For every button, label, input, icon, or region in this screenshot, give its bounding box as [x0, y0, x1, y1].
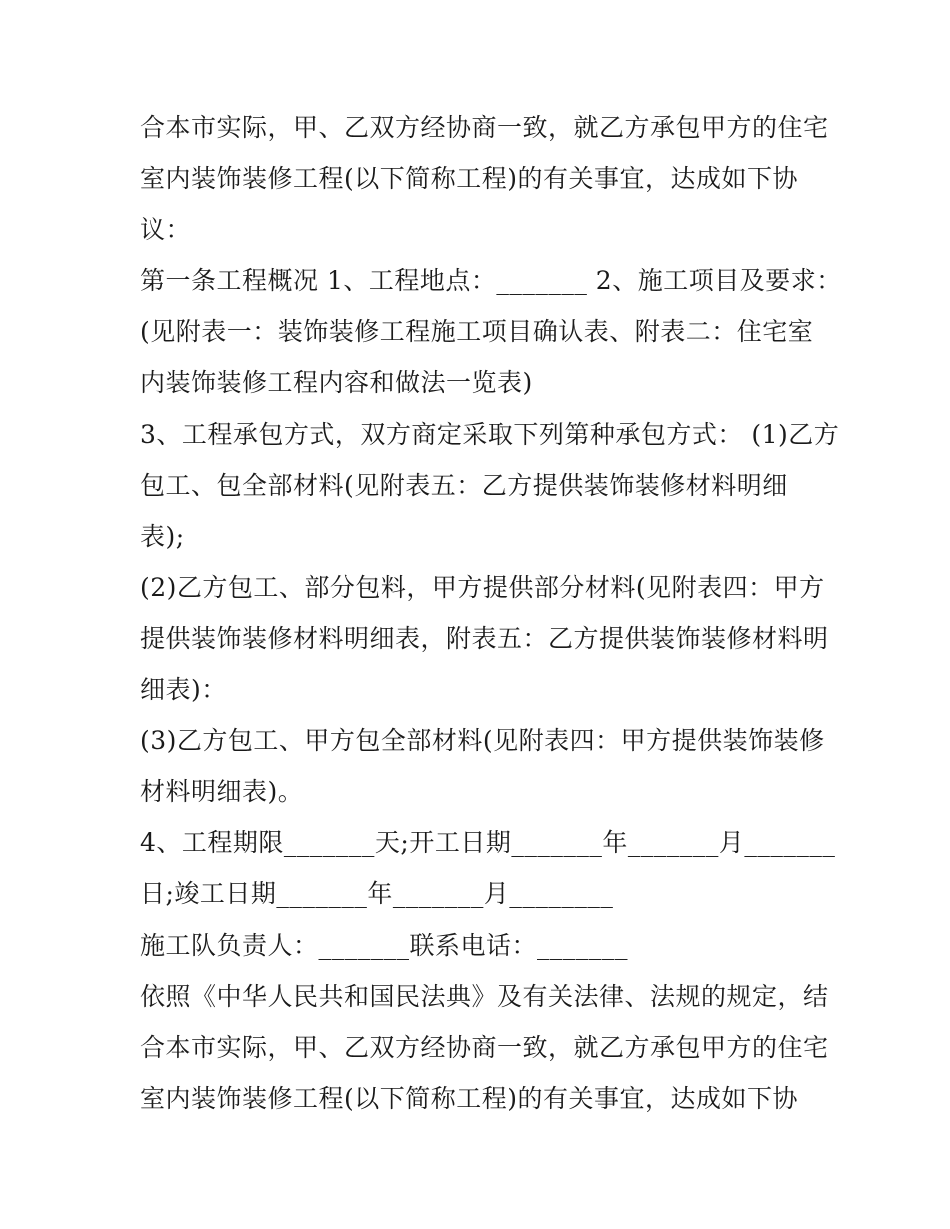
text-line: 室内装饰装修工程(以下简称工程)的有关事宜，达成如下协 — [140, 164, 799, 194]
text-line: 施工队负责人：_______联系电话：_______ — [140, 930, 629, 960]
contract-text — [140, 102, 842, 1124]
text-line: 包工、包全部材料(见附表五：乙方提供装饰装修材料明细 — [140, 470, 788, 500]
text-line: 3、工程承包方式，双方商定采取下列第种承包方式： (1)乙方 — [140, 419, 840, 449]
text-line: (2)乙方包工、部分包料，甲方提供部分材料(见附表四：甲方 — [140, 572, 825, 602]
text-line: 内装饰装修工程内容和做法一览表) — [140, 368, 533, 398]
text-line: 4、工程期限_______天;开工日期_______年_______月_______ — [140, 828, 836, 858]
text-line: 材料明细表)。 — [140, 777, 304, 807]
text-line: 室内装饰装修工程(以下简称工程)的有关事宜，达成如下协 — [140, 1083, 799, 1113]
text-line: 议： — [140, 215, 192, 245]
text-line: 合本市实际，甲、乙双方经协商一致，就乙方承包甲方的住宅 — [140, 113, 829, 142]
text-line: 日;竣工日期_______年_______月________ — [140, 879, 614, 909]
text-line: (3)乙方包工、甲方包全部材料(见附表四：甲方提供装饰装修 — [140, 726, 825, 756]
text-line: 表); — [140, 521, 185, 551]
text-line: 提供装饰装修材料明细表，附表五：乙方提供装饰装修材料明 — [140, 623, 829, 653]
text-line: 依照《中华人民共和国民法典》及有关法律、法规的规定，结 — [140, 981, 829, 1011]
text-line: 第一条工程概况 1、工程地点：_______ 2、施工项目及要求： — [140, 266, 842, 296]
text-line: 细表)： — [140, 675, 227, 705]
text-line: (见附表一：装饰装修工程施工项目确认表、附表二：住宅室 — [140, 317, 814, 347]
text-line: 合本市实际，甲、乙双方经协商一致，就乙方承包甲方的住宅 — [140, 1032, 829, 1062]
